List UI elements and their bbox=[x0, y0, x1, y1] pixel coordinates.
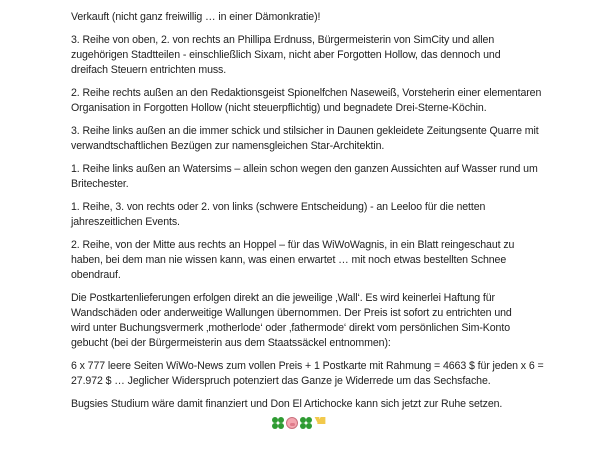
text-line: gebucht (bei der Bürgermeisterin aus dem Staatssäckel entnommen): bbox=[71, 337, 391, 349]
pig-face-icon bbox=[286, 417, 298, 429]
text-line: 1. Reihe, 3. von rechts oder 2. von links (schwere Entscheidung) - an Leeloo für die netten bbox=[71, 201, 486, 213]
text-line: jahreszeitlichen Events. bbox=[71, 216, 180, 228]
text-line: Organisation in Forgotten Hollow (nicht steuerpflichtig) und begnadete Drei-Sterne-Köchin. bbox=[71, 102, 487, 114]
text-line: obendrauf. bbox=[71, 269, 121, 281]
document-body bbox=[71, 10, 571, 420]
paragraph bbox=[71, 124, 571, 154]
paragraph bbox=[71, 86, 571, 116]
text-line: Verkauft (nicht ganz freiwillig … in einer Dämonkratie)! bbox=[71, 11, 321, 23]
text-line: Bugsies Studium wäre damit finanziert und Don El Artichocke kann sich jetzt zur Ruhe setzen. bbox=[71, 398, 503, 410]
four-leaf-clover-icon bbox=[272, 417, 284, 429]
four-leaf-clover-icon bbox=[300, 417, 312, 429]
text-line: 1. Reihe links außen an Watersims – allein schon wegen den ganzen Aussichten auf Wasser rund um bbox=[71, 163, 538, 175]
text-line: 6 x 777 leere Seiten WiWo-News zum vollen Preis + 1 Postkarte mit Rahmung = 4663 $ für jeden x 6 = bbox=[71, 360, 544, 372]
clinking-glasses-icon bbox=[314, 417, 326, 429]
text-line: Wandschäden oder anderweitige Wallungen übernommen. Der Preis ist sofort zu entrichten und bbox=[71, 307, 512, 319]
paragraph bbox=[71, 200, 571, 230]
paragraph bbox=[71, 10, 571, 25]
text-line: 3. Reihe links außen an die immer schick und stilsicher in Daunen gekleidete Zeitungsente Quarre mit bbox=[71, 125, 539, 137]
text-line: Britechester. bbox=[71, 178, 129, 190]
paragraph bbox=[71, 291, 571, 351]
paragraph bbox=[71, 238, 571, 283]
emoji-row bbox=[272, 417, 326, 429]
text-line: haben, bei dem man nie wissen kann, was einen erwartet … mit noch etwas bestellten Schnee bbox=[71, 254, 507, 266]
text-line: wird unter Buchungsvermerk ‚motherlode‘ oder ‚fathermode‘ direkt vom persönlichen Sim-Konto bbox=[71, 322, 510, 334]
text-line: zugehörigen Stadtteilen - einschließlich Sixam, nicht aber Forgotten Hollow, das dennoch und bbox=[71, 49, 501, 61]
paragraph bbox=[71, 33, 571, 78]
text-line: dreifach Steuern entrichten muss. bbox=[71, 64, 227, 76]
paragraph bbox=[71, 162, 571, 192]
text-line: Die Postkartenlieferungen erfolgen direkt an die jeweilige ‚Wall‘. Es wird keinerlei Haftung für bbox=[71, 292, 495, 304]
text-line: 2. Reihe rechts außen an den Redaktionsgeist Spionelfchen Naseweiß, Vorsteherin einer elementaren bbox=[71, 87, 542, 99]
text-line: verwandtschaftlichen Bezügen zur namensgleichen Star-Architektin. bbox=[71, 140, 385, 152]
text-line: 2. Reihe, von der Mitte aus rechts an Hoppel – für das WiWoWagnis, in ein Blatt reingeschaut zu bbox=[71, 239, 515, 251]
text-line: 3. Reihe von oben, 2. von rechts an Phillipa Erdnuss, Bürgermeisterin von SimCity und allen bbox=[71, 34, 495, 46]
text-line: 27.972 $ … Jeglicher Widerspruch potenziert das Ganze je Widerrede um das Sechsfache. bbox=[71, 375, 491, 387]
paragraph bbox=[71, 359, 571, 389]
paragraph bbox=[71, 397, 571, 412]
